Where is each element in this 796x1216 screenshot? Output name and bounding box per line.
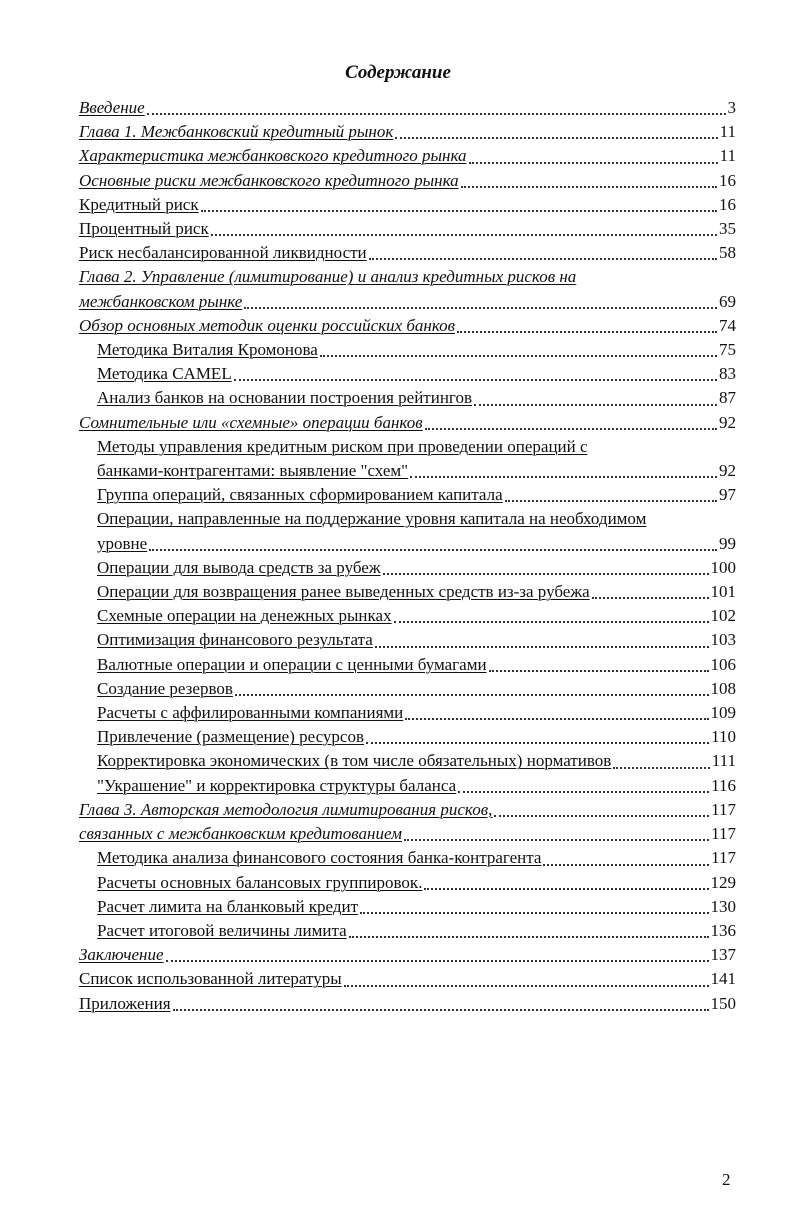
dot-leader xyxy=(360,912,708,914)
toc-entry[interactable] xyxy=(79,217,736,241)
table-of-contents xyxy=(79,96,736,1016)
toc-entry-text: Расчеты с аффилированными компаниями xyxy=(97,703,404,723)
dot-leader xyxy=(592,597,709,599)
toc-entry-page: 103 xyxy=(710,630,736,650)
dot-leader xyxy=(369,258,717,260)
dot-leader xyxy=(489,670,709,672)
toc-entry-page: 150 xyxy=(710,993,736,1013)
toc-entry[interactable] xyxy=(79,992,736,1016)
toc-entry[interactable] xyxy=(79,871,736,895)
toc-entry-text: Корректировка экономических (в том числе обязательных) нормативов xyxy=(97,751,612,771)
toc-entry[interactable] xyxy=(79,919,736,943)
dot-leader xyxy=(613,767,709,769)
dot-leader xyxy=(394,621,709,623)
toc-entry[interactable] xyxy=(79,774,736,798)
toc-entry-page: 35 xyxy=(719,219,736,239)
toc-entry-page: 75 xyxy=(719,340,736,360)
toc-entry-page: 108 xyxy=(710,678,736,698)
toc-entry-page: 58 xyxy=(719,243,736,263)
dot-leader xyxy=(244,307,717,309)
toc-entry-page: 11 xyxy=(719,146,736,166)
dot-leader xyxy=(383,573,709,575)
toc-entry[interactable] xyxy=(79,193,736,217)
dot-leader xyxy=(149,549,717,551)
toc-entry-page: 3 xyxy=(727,98,736,117)
dot-leader xyxy=(201,210,717,212)
dot-leader xyxy=(424,888,708,890)
toc-entry-text: Привлечение (размещение) ресурсов xyxy=(97,727,365,747)
toc-entry-page: 87 xyxy=(719,388,736,408)
toc-entry-text: Глава 3. Авторская методология лимитирования рисков, xyxy=(79,799,493,819)
dot-leader xyxy=(344,985,709,987)
dot-leader xyxy=(147,113,726,115)
toc-entry-page: 116 xyxy=(711,775,736,795)
toc-entry-page: 102 xyxy=(710,606,736,626)
dot-leader xyxy=(211,234,717,236)
toc-entry[interactable] xyxy=(79,701,736,725)
toc-entry-text: Методика CAMEL xyxy=(97,364,232,384)
toc-entry-text: Анализ банков на основании построения рейтингов xyxy=(97,388,472,408)
toc-entry-text-line1: Глава 2. Управление (лимитирование) и анализ кредитных рисков на xyxy=(79,267,577,287)
toc-entry[interactable] xyxy=(79,895,736,919)
toc-entry-text: Характеристика межбанковского кредитного рынка xyxy=(79,146,467,166)
dot-leader xyxy=(461,186,717,188)
toc-entry[interactable] xyxy=(79,265,736,313)
toc-entry-text: банками-контрагентами: выявление "схем" xyxy=(97,461,409,481)
toc-entry-text: Расчет лимита на бланковый кредит xyxy=(97,896,359,916)
toc-entry-page: 92 xyxy=(719,461,736,481)
dot-leader xyxy=(405,718,708,720)
toc-entry[interactable] xyxy=(79,798,736,822)
toc-entry-text: Риск несбалансированной ликвидности xyxy=(79,243,367,263)
toc-entry[interactable] xyxy=(79,580,736,604)
toc-entry-page: 129 xyxy=(710,872,736,892)
toc-entry[interactable] xyxy=(79,507,736,555)
toc-entry-text: Основные риски межбанковского кредитного рынка xyxy=(79,170,459,190)
toc-entry-page: 117 xyxy=(711,799,736,819)
toc-entry-page: 136 xyxy=(710,920,736,940)
toc-entry-page: 141 xyxy=(710,969,736,989)
dot-leader xyxy=(166,960,709,962)
toc-entry[interactable] xyxy=(79,411,736,435)
toc-entry[interactable] xyxy=(79,822,736,846)
toc-entry[interactable] xyxy=(79,144,736,168)
page-number: 2 xyxy=(722,1170,731,1189)
toc-entry[interactable] xyxy=(79,653,736,677)
toc-entry-page: 111 xyxy=(711,751,736,771)
toc-entry-page: 16 xyxy=(719,194,736,214)
toc-entry-page: 106 xyxy=(710,654,736,674)
toc-entry-text: Операции для вывода средств за рубеж xyxy=(97,557,381,577)
toc-entry-page: 117 xyxy=(711,848,736,868)
toc-entry[interactable] xyxy=(79,846,736,870)
dot-leader xyxy=(235,694,709,696)
toc-entry-text: межбанковском рынке xyxy=(79,291,243,311)
toc-entry-page: 83 xyxy=(719,364,736,384)
toc-entry[interactable] xyxy=(79,386,736,410)
toc-entry-text: Глава 1. Межбанковский кредитный рынок xyxy=(79,122,394,142)
toc-entry-page: 117 xyxy=(711,824,736,844)
toc-entry-text: Кредитный риск xyxy=(79,194,199,214)
toc-entry-text: Оптимизация финансового результата xyxy=(97,630,373,650)
dot-leader xyxy=(458,791,709,793)
toc-entry-page: 69 xyxy=(719,291,736,311)
dot-leader xyxy=(474,404,717,406)
toc-entry-text: Введение xyxy=(79,98,145,117)
dot-leader xyxy=(410,476,717,478)
toc-entry-page: 16 xyxy=(719,170,736,190)
toc-entry-text: Расчеты основных балансовых группировок. xyxy=(97,872,423,892)
toc-title: Содержание xyxy=(345,62,451,83)
toc-entry-text: Методика Виталия Кромонова xyxy=(97,340,318,360)
toc-entry-text: Расчет итоговой величины лимита xyxy=(97,920,347,940)
toc-entry-text: Обзор основных методик оценки российских банков xyxy=(79,315,456,335)
toc-entry[interactable] xyxy=(79,338,736,362)
toc-entry[interactable] xyxy=(79,943,736,967)
dot-leader xyxy=(366,742,709,744)
toc-entry[interactable] xyxy=(79,556,736,580)
toc-entry-page: 109 xyxy=(710,703,736,723)
toc-entry[interactable] xyxy=(79,628,736,652)
toc-entry-text: Методика анализа финансового состояния банка-контрагента xyxy=(97,848,542,868)
dot-leader xyxy=(395,137,717,139)
toc-entry-text: Приложения xyxy=(79,993,171,1013)
dot-leader xyxy=(404,839,709,841)
toc-entry[interactable] xyxy=(79,169,736,193)
toc-entry-page: 100 xyxy=(710,557,736,577)
toc-entry-text: Операции для возвращения ранее выведенных средств из-за рубежа xyxy=(97,582,590,602)
toc-entry-text: Создание резервов xyxy=(97,678,233,698)
dot-leader xyxy=(375,646,709,648)
toc-entry-page: 137 xyxy=(710,945,736,965)
dot-leader xyxy=(173,1009,709,1011)
toc-entry[interactable] xyxy=(79,725,736,749)
dot-leader xyxy=(349,936,709,938)
dot-leader xyxy=(494,815,709,817)
toc-entry-text: связанных с межбанковским кредитованием xyxy=(79,824,402,844)
toc-entry[interactable] xyxy=(79,483,736,507)
dot-leader xyxy=(425,428,717,430)
toc-entry[interactable] xyxy=(79,314,736,338)
toc-entry-text: Схемные операции на денежных рынках xyxy=(97,606,392,626)
toc-entry-page: 11 xyxy=(719,122,736,142)
toc-entry-text: Процентный риск xyxy=(79,219,209,239)
toc-entry-text: уровне xyxy=(97,533,148,553)
toc-entry[interactable] xyxy=(79,241,736,265)
dot-leader xyxy=(505,500,717,502)
toc-entry-page: 110 xyxy=(711,727,736,747)
toc-entry[interactable] xyxy=(79,120,736,144)
toc-entry-page: 130 xyxy=(710,896,736,916)
toc-entry-text-line1: Операции, направленные на поддержание уровня капитала на необходимом xyxy=(97,509,647,529)
toc-entry[interactable] xyxy=(79,604,736,628)
toc-entry-text: Валютные операции и операции с ценными бумагами xyxy=(97,654,487,674)
toc-entry-text: Группа операций, связанных сформированием капитала xyxy=(97,485,503,505)
dot-leader xyxy=(543,864,709,866)
dot-leader xyxy=(234,379,717,381)
toc-entry-text: Заключение xyxy=(79,945,164,965)
toc-entry-text: Список использованной литературы xyxy=(79,969,342,989)
toc-entry[interactable] xyxy=(79,362,736,386)
toc-entry[interactable] xyxy=(79,967,736,991)
toc-entry[interactable] xyxy=(79,96,736,120)
toc-entry-text: "Украшение" и корректировка структуры баланса xyxy=(97,775,457,795)
toc-entry[interactable] xyxy=(79,677,736,701)
toc-entry-text-line1: Методы управления кредитным риском при проведении операций с xyxy=(97,436,588,456)
toc-entry-page: 97 xyxy=(719,485,736,505)
toc-entry-page: 92 xyxy=(719,412,736,432)
dot-leader xyxy=(457,331,717,333)
toc-entry-text: Сомнительные или «схемные» операции банков xyxy=(79,412,423,432)
toc-entry-page: 101 xyxy=(710,582,736,602)
dot-leader xyxy=(320,355,717,357)
toc-entry[interactable] xyxy=(79,749,736,773)
toc-entry-page: 99 xyxy=(719,533,736,553)
toc-entry[interactable] xyxy=(79,435,736,483)
dot-leader xyxy=(469,162,718,164)
toc-entry-page: 74 xyxy=(719,315,736,335)
